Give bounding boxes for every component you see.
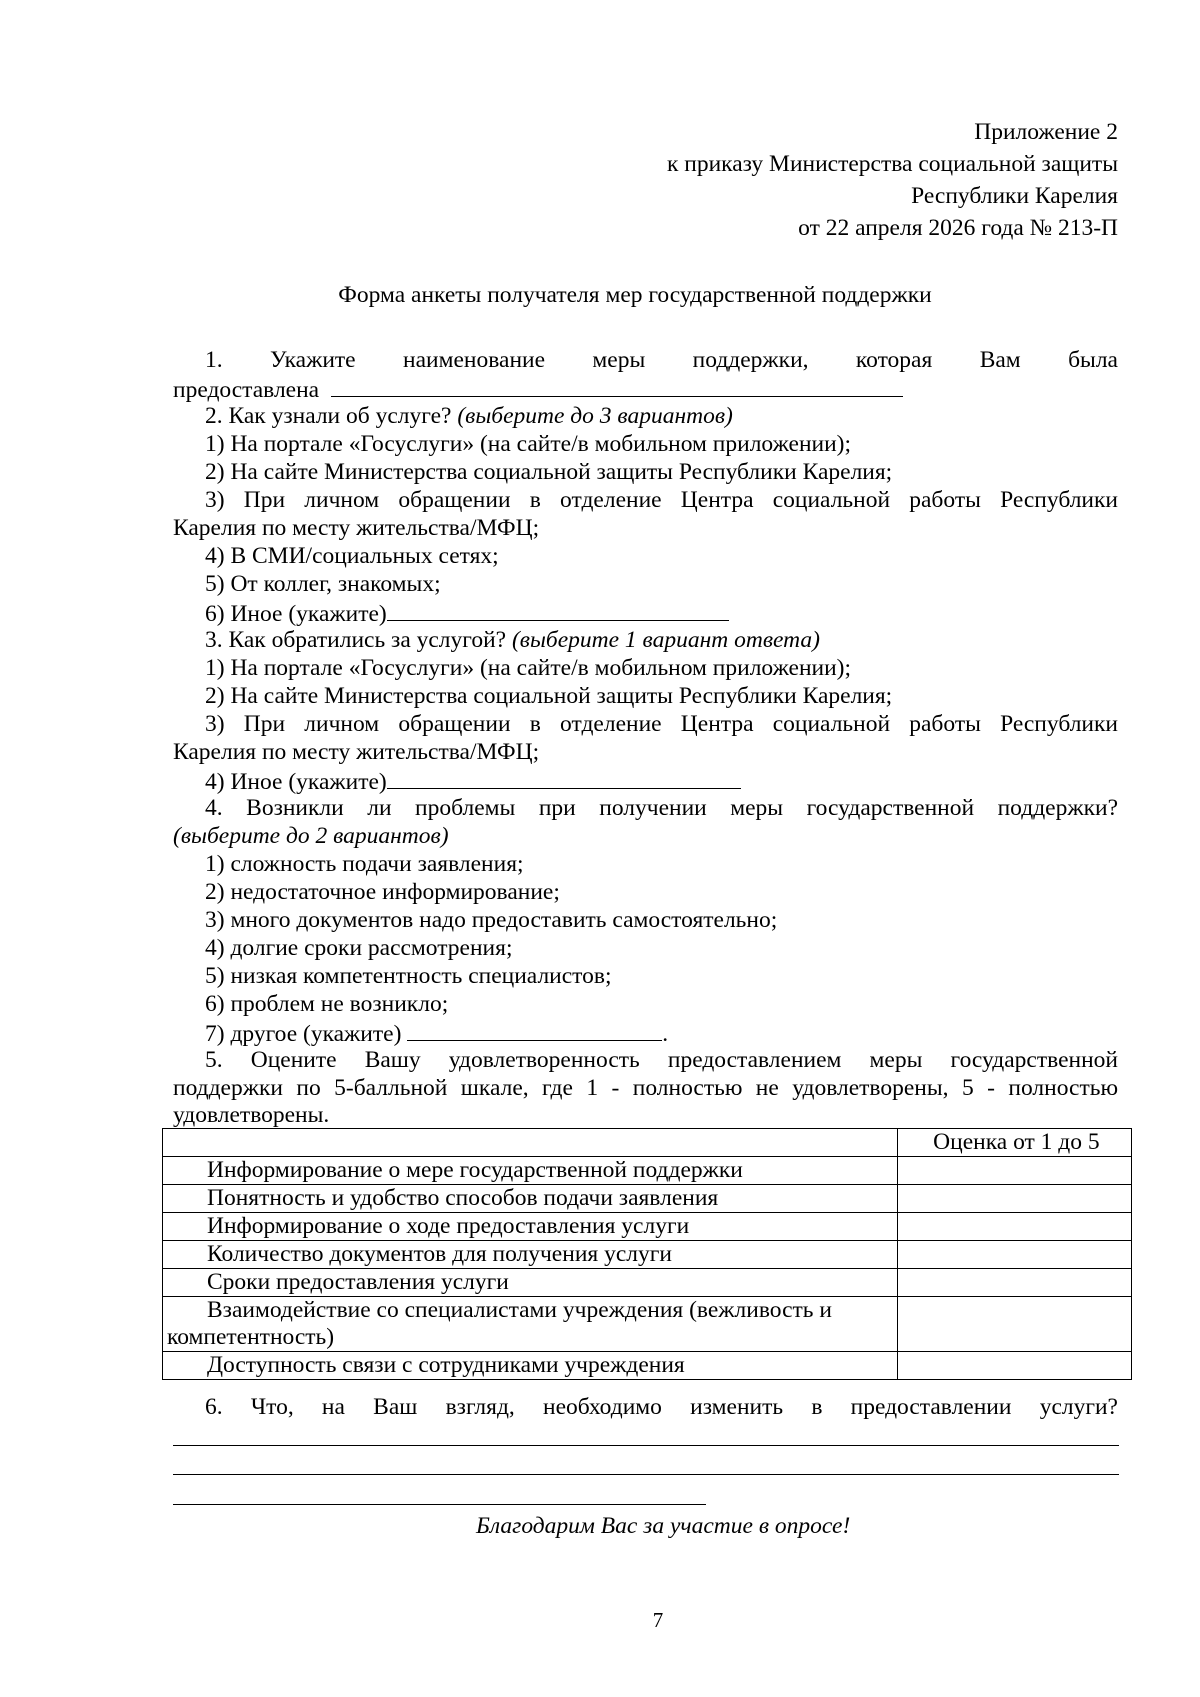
table-row [163,1352,1132,1380]
criterion-cell: Информирование о мере государственной поддержки [163,1157,898,1185]
q3-text: 3. Как обратились за услугой? [205,627,507,653]
q2-option-5[interactable]: 5) От коллег, знакомых; [205,571,441,597]
order-line: к приказу Министерства социальной защиты [666,151,1118,177]
q3-option-3[interactable]: 3) При личном обращении в отделение Центра социальной работы Республики [205,711,1118,737]
q2-option-1[interactable]: 1) На портале «Госуслуги» (на сайте/в мобильном приложении); [205,431,852,457]
q2-other-field[interactable] [387,598,729,621]
q6-answer-line-3[interactable] [173,1504,706,1505]
q6-answer-line-2[interactable] [173,1474,1119,1475]
score-cell[interactable] [897,1352,1131,1380]
q2-option-3-cont: Карелия по месту жительства/МФЦ; [173,515,540,541]
thanks-text: Благодарим Вас за участие в опросе! [476,1513,851,1539]
q4-option-7[interactable] [205,1018,668,1048]
q1-line2 [173,374,903,404]
q4-option-2[interactable]: 2) недостаточное информирование; [205,879,560,905]
q4-option-7-label: 7) другое (укажите) [205,1021,402,1047]
q2-option-2[interactable]: 2) На сайте Министерства социальной защиты Республики Карелия; [205,459,893,485]
q3-option-4[interactable] [205,766,741,796]
criterion-cell: Сроки предоставления услуги [163,1269,898,1297]
score-cell[interactable] [897,1241,1131,1269]
score-cell[interactable] [897,1213,1131,1241]
q4-option-5[interactable]: 5) низкая компетентность специалистов; [205,963,612,989]
table-row [163,1297,1132,1352]
q5-line1: 5. Оцените Вашу удовлетворенность предоставлением меры государственной [205,1047,1118,1073]
rating-table [162,1128,1132,1380]
q4-trailing-period: . [662,1021,669,1047]
q1-answer-field[interactable] [331,374,903,397]
q1-line1: 1. Укажите наименование меры поддержки, которая Вам была [205,347,1118,373]
criterion-cell: Количество документов для получения услуги [163,1241,898,1269]
q1-label: предоставлена [173,377,320,403]
q4-other-field[interactable] [407,1018,662,1041]
q4-hint: (выберите до 2 вариантов) [173,823,449,849]
score-cell[interactable] [897,1269,1131,1297]
republic-line: Республики Карелия [911,183,1118,209]
table-row [163,1241,1132,1269]
q2-text: 2. Как узнали об услуге? [205,403,452,429]
appendix-label: Приложение 2 [974,119,1118,145]
q6-question: 6. Что, на Ваш взгляд, необходимо изменить в предоставлении услуги? [205,1394,1118,1420]
table-row [163,1157,1132,1185]
table-header-empty [163,1129,898,1157]
criterion-line2: компетентность) [167,1324,335,1350]
criterion-cell: Понятность и удобство способов подачи заявления [163,1185,898,1213]
q2-question [205,402,733,430]
table-row [163,1213,1132,1241]
table-header-row [163,1129,1132,1157]
q3-question [205,626,820,654]
q3-option-4-label: 4) Иное (укажите) [205,769,387,795]
q2-option-6[interactable] [205,598,729,628]
q4-option-1[interactable]: 1) сложность подачи заявления; [205,851,524,877]
score-cell[interactable] [897,1297,1131,1352]
q3-other-field[interactable] [387,766,741,789]
q3-option-1[interactable]: 1) На портале «Госуслуги» (на сайте/в мобильном приложении); [205,655,852,681]
criterion-cell: Информирование о ходе предоставления услуги [163,1213,898,1241]
q4-question: 4. Возникли ли проблемы при получении меры государственной поддержки? [205,795,1118,821]
q4-option-4[interactable]: 4) долгие сроки рассмотрения; [205,935,513,961]
table-header-score: Оценка от 1 до 5 [897,1129,1131,1157]
q2-option-4[interactable]: 4) В СМИ/социальных сетях; [205,543,499,569]
q2-option-3[interactable]: 3) При личном обращении в отделение Центра социальной работы Республики [205,487,1118,513]
score-cell[interactable] [897,1185,1131,1213]
q4-option-6[interactable]: 6) проблем не возникло; [205,991,449,1017]
q2-hint: (выберите до 3 вариантов) [457,403,733,429]
page-title: Форма анкеты получателя мер государственной поддержки [338,282,932,308]
q4-option-3[interactable]: 3) много документов надо предоставить самостоятельно; [205,907,778,933]
q5-line2: поддержки по 5-балльной шкале, где 1 - полностью не удовлетворены, 5 - полностью [173,1075,1118,1101]
date-line: от 22 апреля 2026 года № 213-П [798,215,1118,241]
criterion-cell [163,1297,898,1352]
criterion-cell: Доступность связи с сотрудниками учреждения [163,1352,898,1380]
table-row [163,1269,1132,1297]
table-row [163,1185,1132,1213]
q3-hint: (выберите 1 вариант ответа) [511,627,820,653]
q3-option-3-cont: Карелия по месту жительства/МФЦ; [173,739,540,765]
q3-option-2[interactable]: 2) На сайте Министерства социальной защиты Республики Карелия; [205,683,893,709]
q2-option-6-label: 6) Иное (укажите) [205,601,387,627]
score-cell[interactable] [897,1157,1131,1185]
criterion-line1: Взаимодействие со специалистами учреждения (вежливость и [207,1297,832,1323]
q6-answer-line-1[interactable] [173,1445,1119,1446]
page-number: 7 [652,1608,664,1632]
q5-line3: удовлетворены. [173,1102,330,1128]
